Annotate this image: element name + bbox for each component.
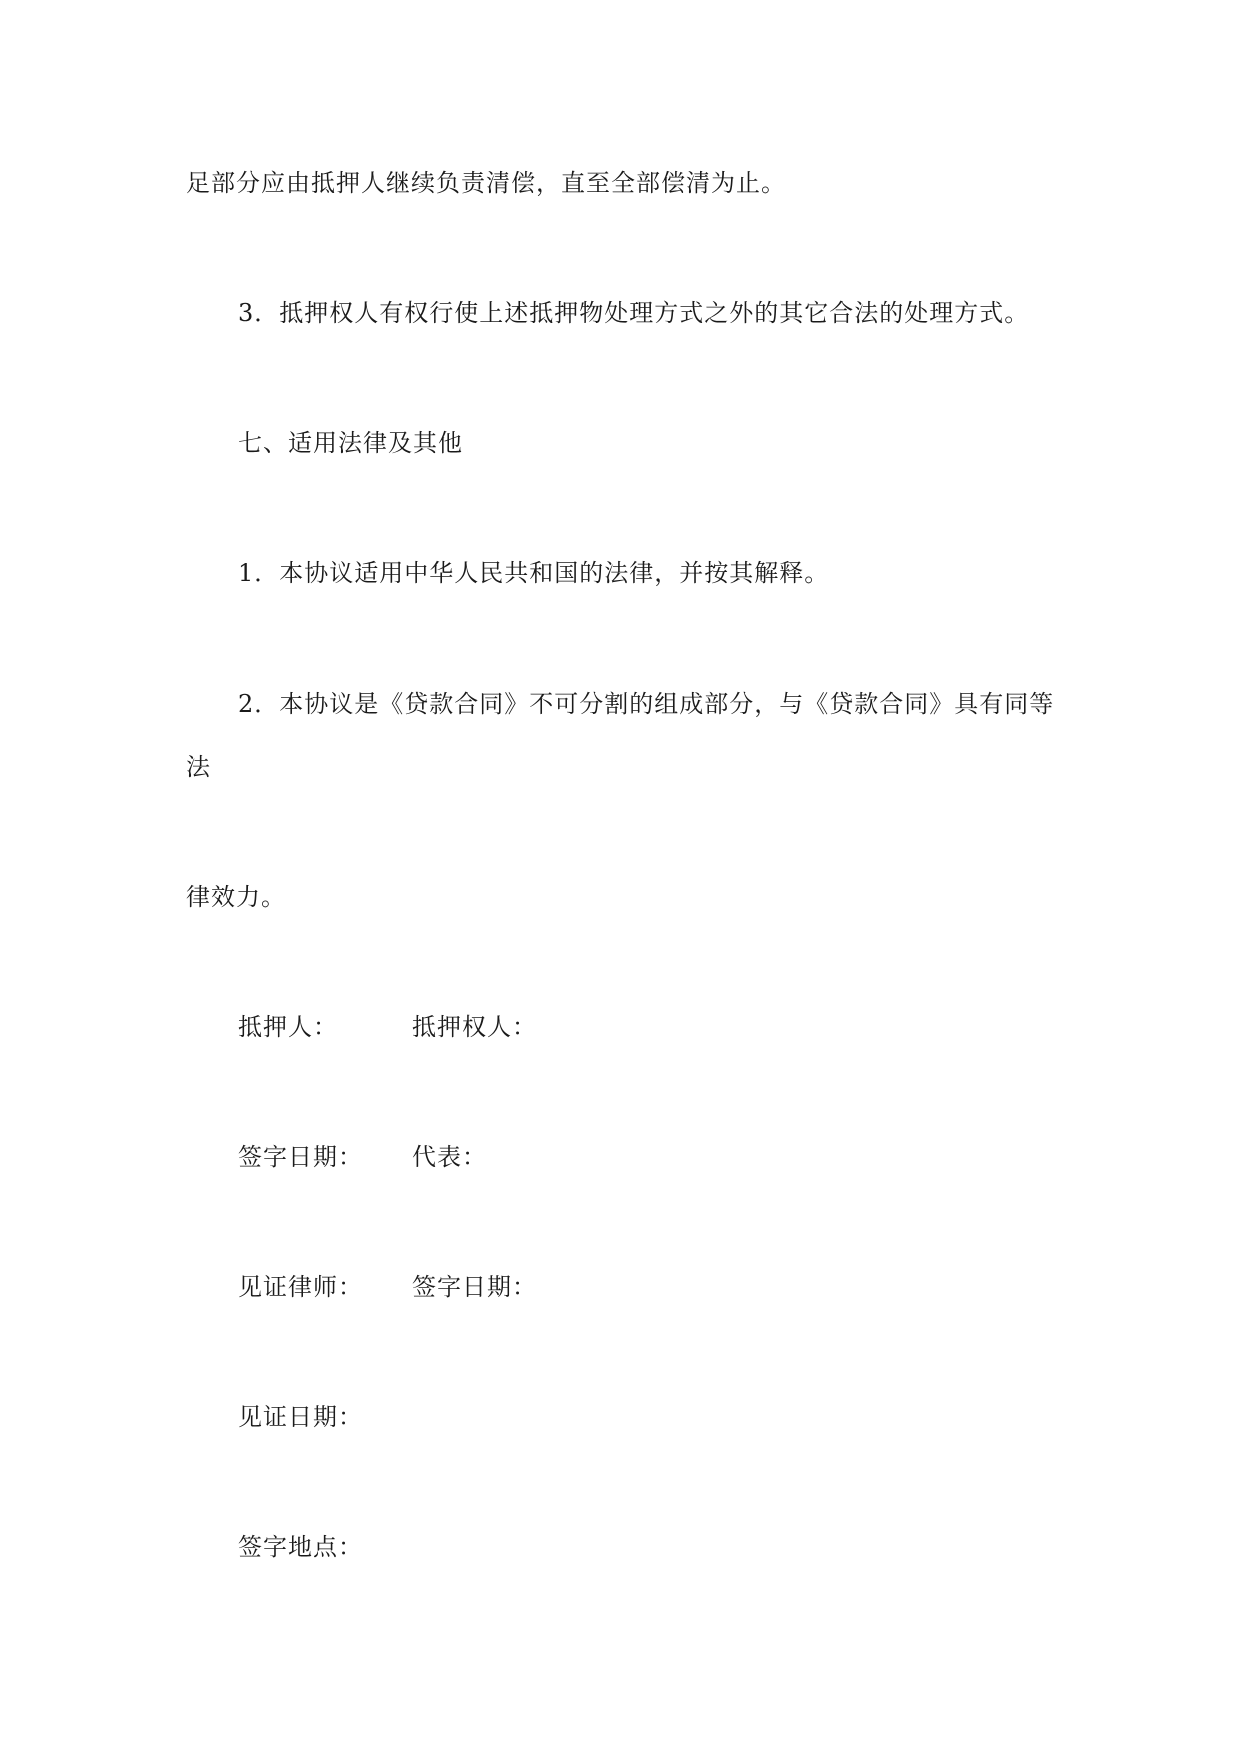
paragraph-clause-2-line2: 法: [186, 753, 211, 781]
witness-date-label: 见证日期：: [238, 1403, 363, 1431]
sign-date-label: 签字日期：: [238, 1143, 363, 1171]
signature-row-sign-date-2: [412, 1272, 537, 1302]
representative-label: 代表：: [412, 1143, 487, 1171]
signature-row-sign-date: [238, 1142, 363, 1172]
paragraph-continuation: 足部分应由抵押人继续负责清偿，直至全部偿清为止。: [186, 169, 786, 197]
sign-place-label: 签字地点：: [238, 1533, 363, 1561]
mortgagor-label: 抵押人：: [238, 1013, 338, 1041]
signature-row-sign-place: [238, 1532, 363, 1562]
paragraph-clause-1: 1．本协议适用中华人民共和国的法律，并按其解释。: [238, 559, 830, 587]
paragraph-clause-2-line1: 2．本协议是《贷款合同》不可分割的组成部分，与《贷款合同》具有同等: [238, 690, 1055, 718]
sign-date-2-label: 签字日期：: [412, 1273, 537, 1301]
signature-row-mortgagee: [412, 1012, 537, 1042]
section-heading-applicable-law: 七、适用法律及其他: [238, 429, 463, 457]
mortgagee-label: 抵押权人：: [412, 1013, 537, 1041]
signature-row-witness-lawyer: [238, 1272, 363, 1302]
signature-row-representative: [412, 1142, 487, 1172]
paragraph-clause-2-line3: 律效力。: [186, 883, 286, 911]
signature-row-mortgagor: [238, 1012, 338, 1042]
paragraph-clause-3: 3．抵押权人有权行使上述抵押物处理方式之外的其它合法的处理方式。: [238, 299, 1030, 327]
signature-row-witness-date: [238, 1402, 363, 1432]
witness-lawyer-label: 见证律师：: [238, 1273, 363, 1301]
